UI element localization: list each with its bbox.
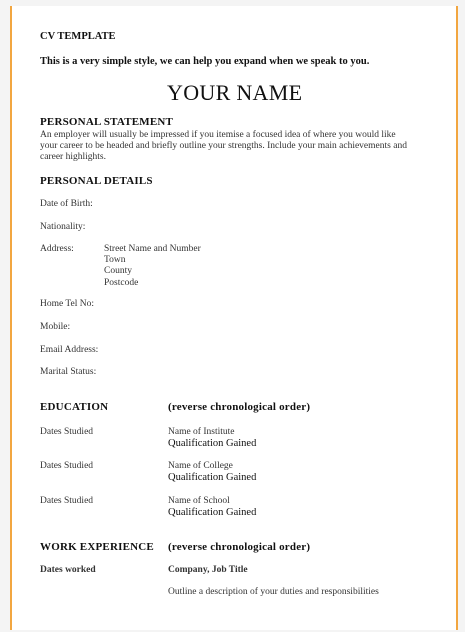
edu-2-dates: Dates Studied	[40, 461, 94, 471]
edu-3-institution: Name of School	[168, 496, 230, 506]
nationality-label: Nationality:	[40, 222, 86, 232]
work-experience-heading: WORK EXPERIENCE	[40, 541, 154, 553]
dob-label: Date of Birth:	[40, 199, 93, 209]
education-heading: EDUCATION	[40, 401, 109, 413]
statement-line-3: career highlights.	[40, 152, 106, 162]
company-job-title-label: Company, Job Title	[168, 565, 248, 575]
duties-description: Outline a description of your duties and responsibilities	[168, 587, 379, 597]
statement-line-1: An employer will usually be impressed if you itemise a focused idea of where you would like	[40, 130, 396, 140]
email-label: Email Address:	[40, 345, 99, 355]
edu-1-institution: Name of Institute	[168, 427, 235, 437]
edu-3-qualification: Qualification Gained	[168, 507, 257, 518]
edu-1-qualification: Qualification Gained	[168, 438, 257, 449]
work-experience-subheading: (reverse chronological order)	[168, 541, 311, 553]
edu-2-qualification: Qualification Gained	[168, 472, 257, 483]
address-label: Address:	[40, 244, 74, 254]
address-line-town: Town	[104, 255, 126, 265]
edu-3-dates: Dates Studied	[40, 496, 94, 506]
education-subheading: (reverse chronological order)	[168, 401, 311, 413]
cv-template-heading: CV TEMPLATE	[40, 31, 116, 42]
statement-line-2: your career to be headed and briefly outline your strengths. Include your main achievements and	[40, 141, 407, 151]
mobile-label: Mobile:	[40, 322, 71, 332]
marital-status-label: Marital Status:	[40, 367, 97, 377]
intro-text: This is a very simple style, we can help you expand when we speak to you.	[40, 56, 370, 67]
address-line-postcode: Postcode	[104, 278, 139, 288]
cv-page	[10, 6, 458, 630]
edu-2-institution: Name of College	[168, 461, 233, 471]
edu-1-dates: Dates Studied	[40, 427, 94, 437]
address-line-county: County	[104, 266, 132, 276]
dates-worked-label: Dates worked	[40, 565, 96, 575]
your-name-title: YOUR NAME	[167, 80, 303, 105]
personal-details-heading: PERSONAL DETAILS	[40, 175, 153, 187]
address-line-street: Street Name and Number	[104, 244, 201, 254]
home-tel-label: Home Tel No:	[40, 299, 95, 309]
personal-statement-heading: PERSONAL STATEMENT	[40, 116, 174, 128]
